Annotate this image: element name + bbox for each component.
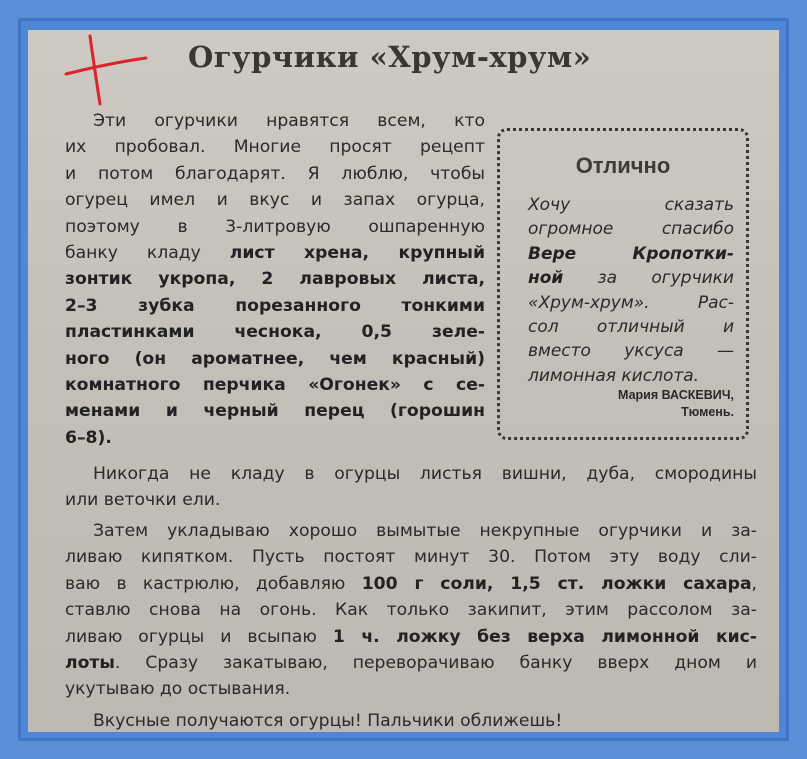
text-line: лоты. Сразу закатываю, переворачиваю банку вверх дном и (65, 653, 757, 674)
reader-feedback-box (497, 128, 749, 440)
text-line: ливаю кипятком. Пусть постоят минут 30. Потом эту воду сли- (65, 547, 757, 568)
text-line: зонтик укропа, 2 лавровых листа, (65, 269, 485, 290)
text-line: укутываю до остывания. (65, 679, 291, 700)
text-line: вместо уксуса — (528, 341, 734, 362)
text-line: ной за огурчики (528, 268, 734, 289)
feedback-signature (618, 387, 734, 421)
text-line: Вере Кропотки- (528, 243, 734, 264)
text-line: огромное спасибо (528, 219, 734, 240)
text-line: комнатного перчика «Огонек» с се- (65, 375, 485, 396)
text-line: и потом благодарят. Я люблю, чтобы (65, 163, 485, 184)
text-line: поэтому в 3-литровую ошпаренную (65, 216, 485, 237)
paragraph-2 (65, 461, 757, 514)
text-line: ставлю снова на огонь. Как только закипит, этим рассолом за- (65, 600, 757, 621)
text-line: ливаю огурцы и всыпаю 1 ч. ложку без верха лимонной кис- (65, 626, 757, 647)
text-line: огурец имел и вкус и запах огурца, (65, 190, 485, 211)
text-line: или веточки ели. (65, 490, 221, 511)
text-line: 2–3 зубка порезанного тонкими (65, 295, 485, 316)
text-line: Никогда не кладу в огурцы листья вишни, дуба, смородины (93, 464, 757, 484)
text-line: сол отличный и (528, 317, 734, 338)
text-line: Вкусные получаются огурцы! Пальчики оближешь! (93, 711, 563, 731)
article-title: Огурчики «Хрум-хрум» (188, 40, 592, 74)
text-line: ного (он ароматнее, чем красный) (65, 348, 485, 369)
text-line: Затем укладываю хорошо вымытые некрупные огурчики и за- (93, 521, 757, 541)
author-city: Тюмень. (681, 405, 734, 419)
handwritten-cross-mark (60, 28, 150, 108)
text-line: Хочу сказать (528, 195, 734, 215)
text-line: лимонная кислота. (528, 365, 700, 386)
feedback-title: Отлично (575, 153, 671, 178)
text-line: менами и черный перец (горошин (65, 401, 485, 422)
author-name: Мария ВАСКЕВИЧ, (618, 388, 734, 402)
text-line: их пробовал. Многие просят рецепт (65, 137, 485, 158)
intro-paragraph (65, 108, 485, 451)
text-line: «Хрум-хрум». Рас- (528, 292, 734, 313)
text-line: ваю в кастрюлю, добавляю 100 г соли, 1,5 ст. ложки сахара, (65, 573, 758, 594)
text-line: банку кладу лист хрена, крупный (65, 243, 485, 264)
paragraph-3 (65, 518, 757, 703)
text-line: Эти огурчики нравятся всем, кто (93, 111, 485, 131)
feedback-text (528, 193, 734, 388)
text-line: пластинками чеснока, 0,5 зеле- (65, 322, 485, 343)
paragraph-4 (65, 708, 757, 734)
text-line: 6–8). (65, 427, 112, 448)
